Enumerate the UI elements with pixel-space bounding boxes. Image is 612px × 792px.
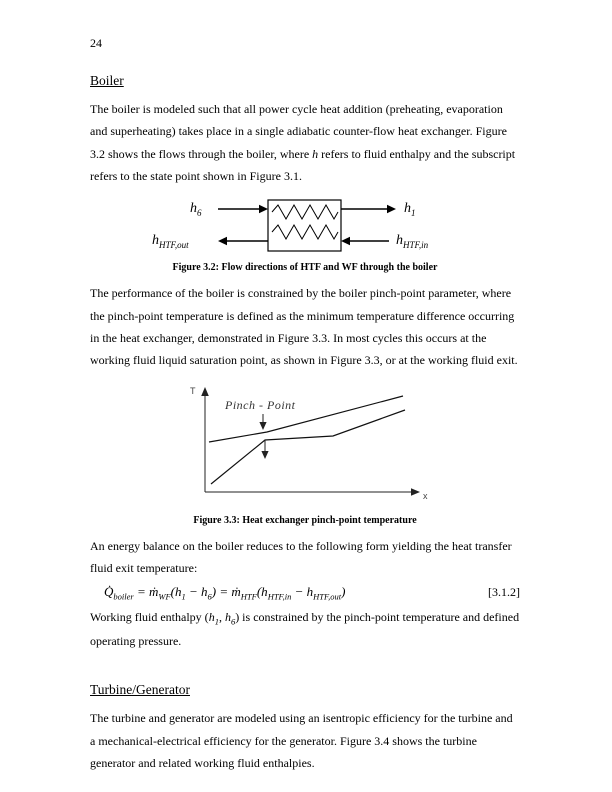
enthalpy-symbol: h	[208, 609, 215, 624]
paragraph-pinch-point: The performance of the boiler is constrained by the boiler pinch-point parameter, where the pinch-point temperature is defined as the minimum temperature difference occurring in the heat exchanger, demonstrated in Figure 3.3. In most cycles this occurs at the working fluid liquid saturation point, as shown in Figure 3.3, or at the working fluid exit.	[90, 286, 518, 368]
pinch-point-chart	[185, 382, 435, 508]
subscript: 1	[214, 616, 219, 627]
y-axis-arrow-icon	[201, 387, 209, 396]
arrow-to-htf-out-icon	[218, 237, 227, 245]
arrow-into-box-right-icon	[259, 205, 268, 213]
label-h1: $h_1$	[404, 201, 416, 219]
paragraph-turbine-intro: The turbine and generator are modeled using an isentropic efficiency for the turbine and a mechanical-electrical efficiency for the generator. Figure 3.4 shows the turbine generator and related working fluid enthalpies.	[90, 711, 513, 770]
figure-3-2-caption: Figure 3.2: Flow directions of HTF and WF through the boiler	[172, 262, 438, 274]
figure-3-3	[90, 382, 520, 510]
figure-3-3-caption: Figure 3.3: Heat exchanger pinch-point temperature	[193, 514, 417, 526]
x-axis-arrow-icon	[411, 488, 420, 496]
pinch-point-annotation: Pinch - Point	[225, 397, 296, 412]
text-run: ,	[218, 609, 225, 624]
arrow-into-box-left-icon	[341, 237, 350, 245]
label-htf-in: $h_{HTF,in}$	[396, 233, 429, 251]
arrow-to-h1-icon	[387, 205, 396, 213]
label-h6: $h_6$	[190, 201, 202, 219]
text-run: ) is constrained by the pinch-point temperature and defined operating pressure.	[90, 609, 520, 648]
enthalpy-symbol: h	[224, 609, 231, 624]
equation-number: [3.1.2]	[488, 585, 520, 600]
equation-row-3-1-2	[90, 584, 520, 602]
paragraph-energy-balance: An energy balance on the boiler reduces to the following form yielding the heat transfer fluid exit temperature:	[90, 538, 512, 575]
figure-3-2	[90, 199, 520, 257]
section-heading-boiler: Boiler	[90, 73, 124, 88]
boiler-energy-equation: $Q̇_{boiler}$ = $ṁ_{WF}(h_1 - h_6)$ = $ṁ_{HTF}(h_{HTF,in} - h_{HTF,out})$	[104, 584, 346, 602]
pinch-arrow-upper-icon	[259, 422, 266, 430]
paragraph-enthalpy-constraint	[90, 606, 520, 653]
page-number: 24	[90, 36, 102, 50]
paragraph-boiler-intro	[90, 98, 520, 187]
text-run: Working fluid enthalpy (	[90, 609, 209, 624]
x-axis-label: x	[423, 490, 428, 501]
section-heading-turbine-generator: Turbine/Generator	[90, 682, 190, 698]
pinch-indicator-arrows	[263, 414, 265, 453]
pinch-arrow-lower-icon	[261, 451, 268, 459]
y-axis-label: T	[190, 385, 196, 396]
label-htf-out: $h_{HTF,out}$	[152, 233, 189, 251]
heat-exchanger-box	[268, 200, 341, 251]
text-run: refers to fluid enthalpy and the subscript refers to the state point shown in Figure 3.1.	[90, 146, 516, 183]
subscript: 6	[230, 616, 236, 627]
text-run: The boiler is modeled such that all power cycle heat addition (preheating, evaporation and superheating) takes place in a single adiabatic counter-flow heat exchanger. Figure 3.2 shows the flows through the boiler, where	[90, 102, 507, 161]
enthalpy-symbol: h	[312, 146, 319, 161]
